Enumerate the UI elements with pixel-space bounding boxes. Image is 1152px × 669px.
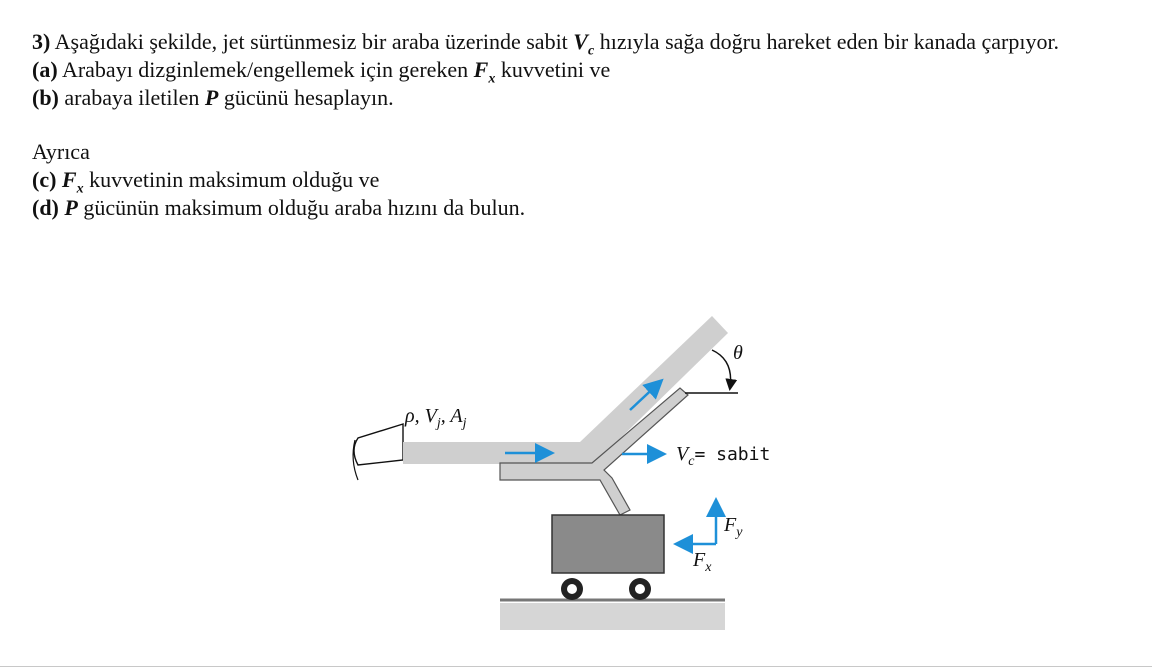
fx-label: $F_x$ bbox=[693, 549, 712, 575]
part-a-label: (a) bbox=[32, 57, 58, 82]
bottom-divider bbox=[0, 666, 1152, 667]
also-heading: Ayrıca bbox=[32, 139, 90, 164]
problem-number: 3) bbox=[32, 29, 51, 54]
part-a-text-2: kuvvetini ve bbox=[500, 57, 611, 82]
part-d-label: (d) bbox=[32, 195, 59, 220]
part-c-text: kuvvetinin maksimum olduğu ve bbox=[89, 167, 380, 192]
jet-cart-figure bbox=[340, 300, 790, 640]
theta-arc bbox=[712, 350, 731, 388]
fx-symbol: $F_x$ bbox=[473, 57, 496, 87]
ground-shadow bbox=[500, 603, 725, 630]
vc-symbol: $V_c$ bbox=[573, 29, 595, 59]
fx-symbol: $F_x$ bbox=[61, 167, 84, 197]
part-d bbox=[32, 194, 1122, 222]
part-c bbox=[32, 166, 1122, 197]
problem-intro bbox=[32, 28, 1122, 59]
part-a bbox=[32, 56, 1122, 87]
part-a-text-1: Arabayı dizginlemek/engellemek için gereken bbox=[61, 57, 469, 82]
part-d-text: gücünün maksimum olduğu araba hızını da bulun. bbox=[83, 195, 526, 220]
part-b bbox=[32, 84, 1122, 112]
vc-label: $V_c=$ sabit bbox=[676, 443, 771, 469]
part-b-text-2: gücünü hesaplayın. bbox=[223, 85, 394, 110]
p-symbol: P bbox=[64, 195, 78, 220]
part-c-label: (c) bbox=[32, 167, 57, 192]
figure-drawing bbox=[340, 300, 790, 640]
cart-body bbox=[552, 515, 664, 573]
part-b-text-1: arabaya iletilen bbox=[64, 85, 200, 110]
part-b-label: (b) bbox=[32, 85, 59, 110]
fy-label: $F_y$ bbox=[724, 514, 743, 540]
intro-text-2: hızıyla sağa doğru hareket eden bir kanada çarpıyor. bbox=[599, 29, 1060, 54]
problem-statement bbox=[32, 28, 1122, 222]
theta-label: θ bbox=[733, 342, 743, 364]
nozzle-icon bbox=[354, 424, 403, 465]
p-symbol: P bbox=[204, 85, 219, 110]
water-jet bbox=[403, 442, 603, 464]
intro-text-1: Aşağıdaki şekilde, jet sürtünmesiz bir araba üzerinde sabit bbox=[54, 29, 568, 54]
jet-properties-label: ρ, $V_j$, $A_j$ bbox=[405, 405, 467, 431]
